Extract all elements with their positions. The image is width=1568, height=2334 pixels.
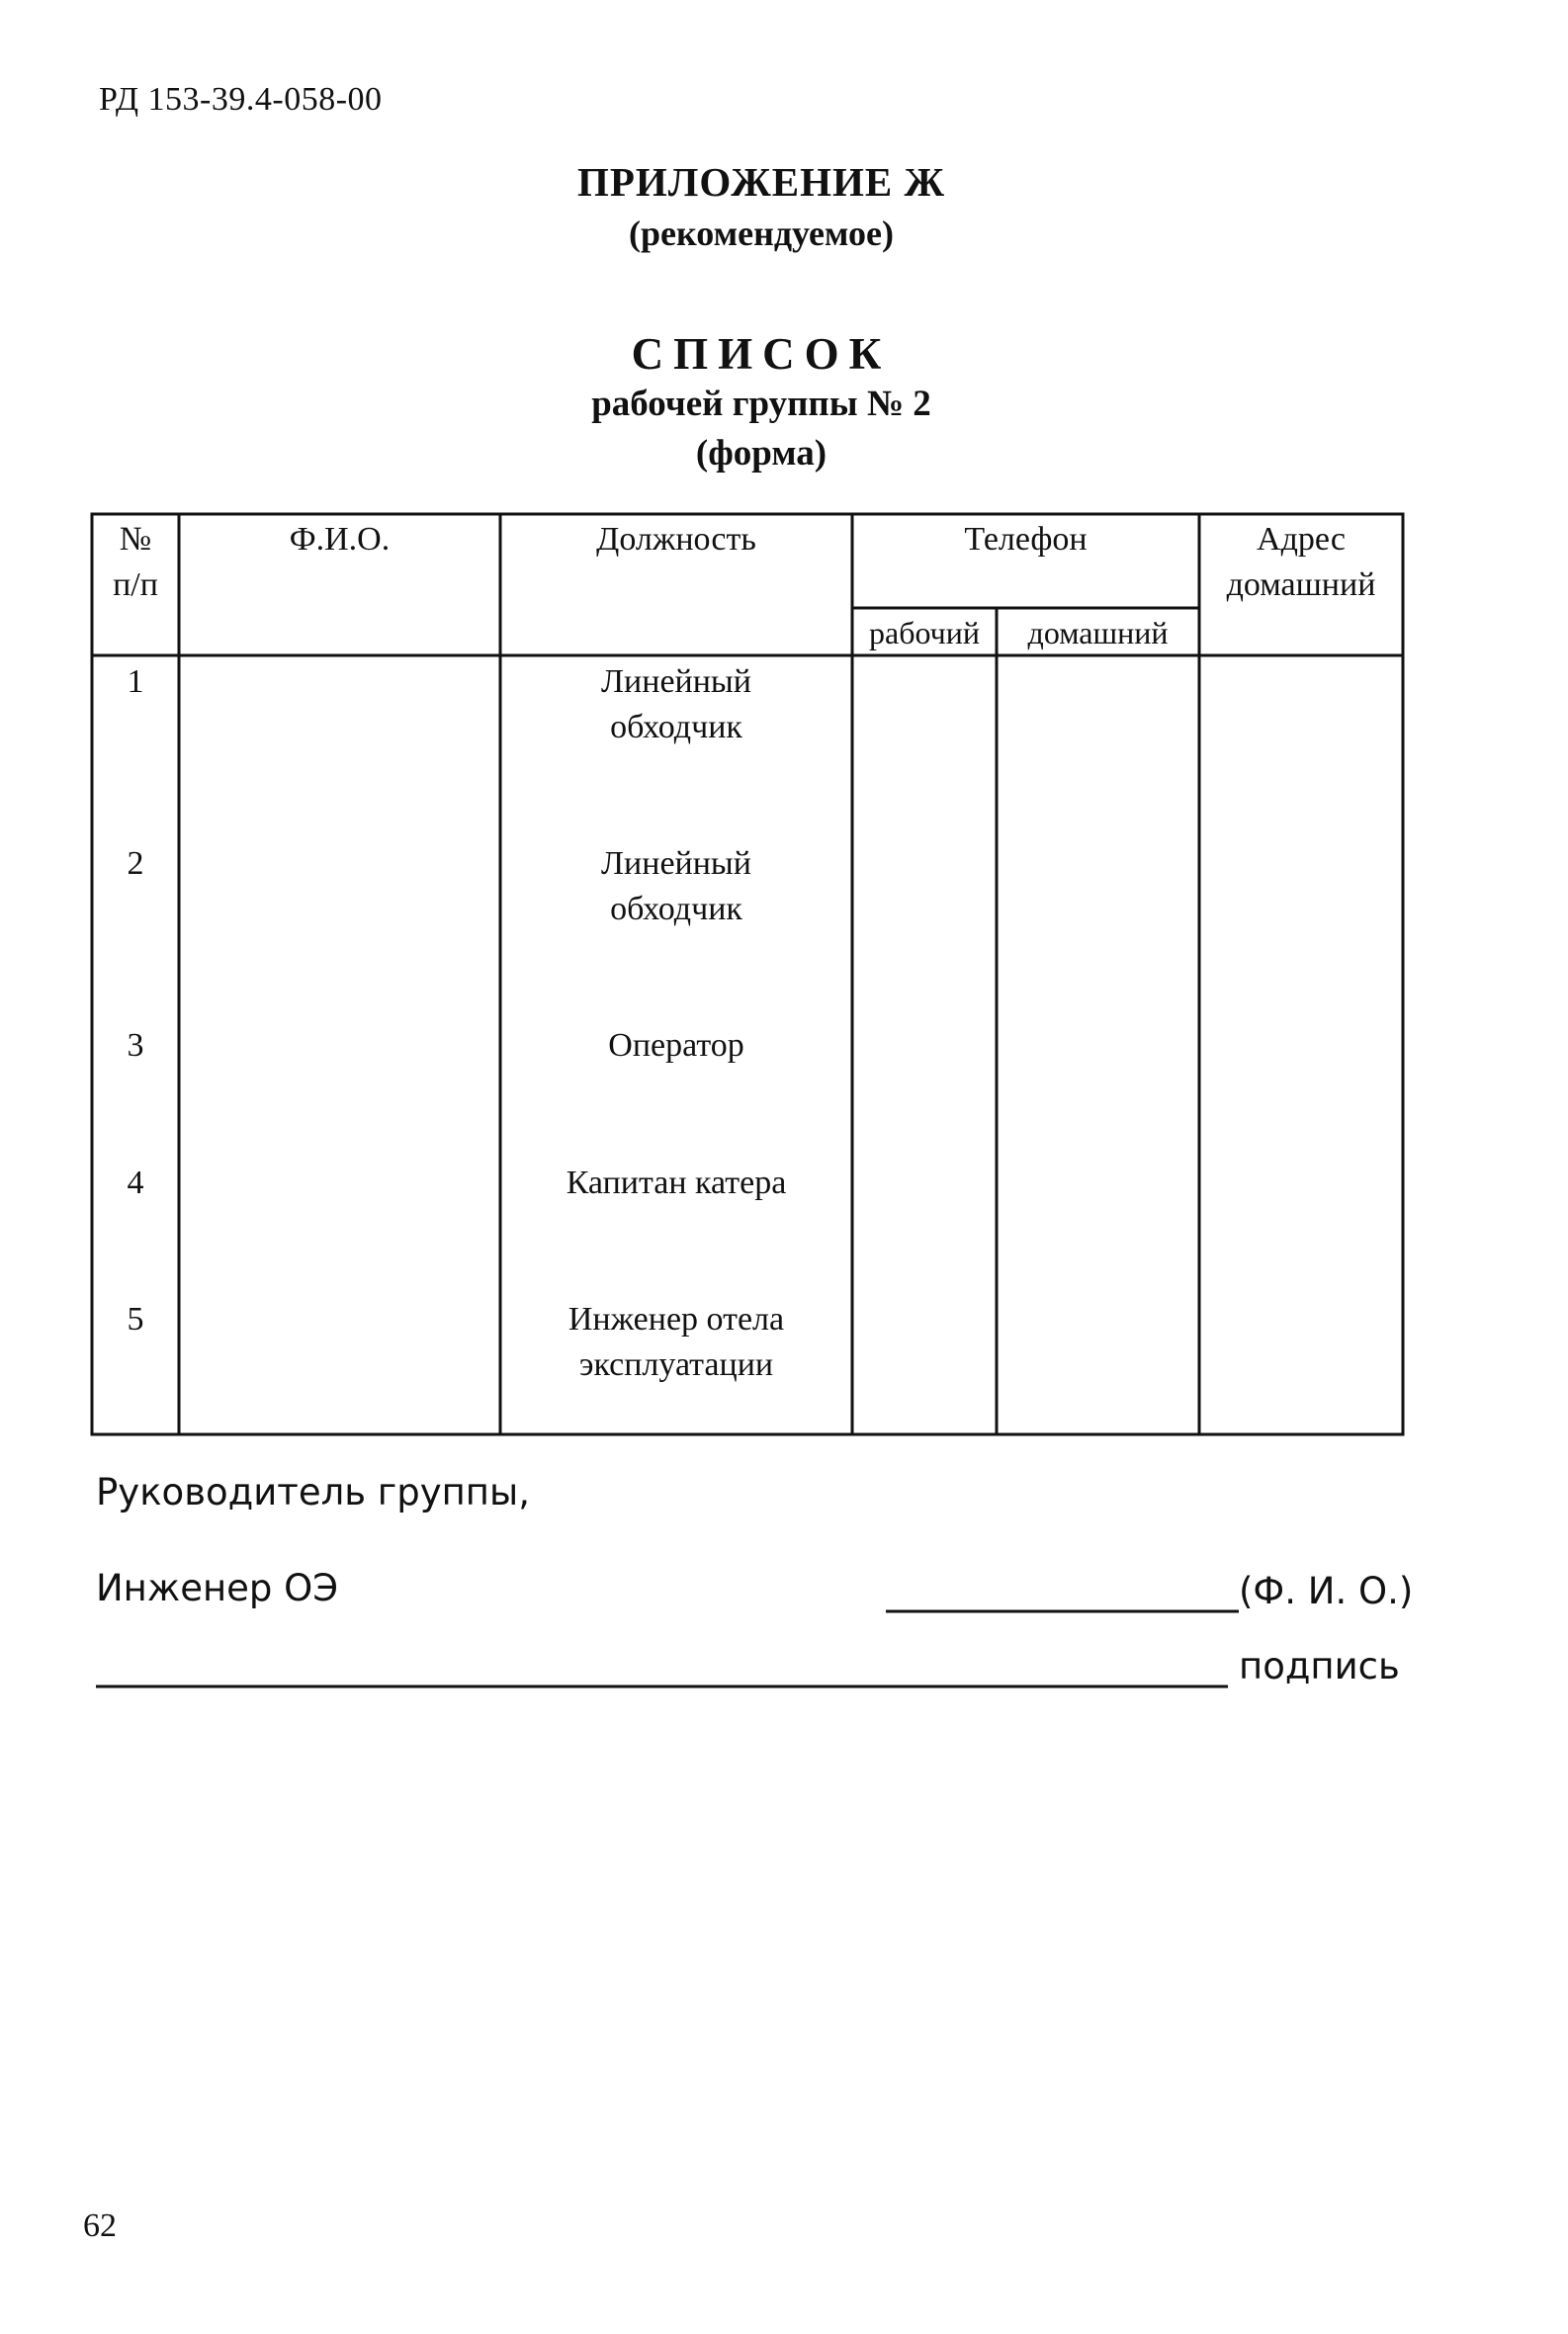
fio-hint: (Ф. И. О.) [1239, 1570, 1414, 1612]
group-leader-label: Руководитель группы, [96, 1471, 530, 1513]
row-3-position: Оператор [608, 1027, 744, 1064]
row-1-num: 1 [127, 663, 144, 700]
header-num-abbr: п/п [113, 566, 158, 603]
row-1-position-line1: Линейный [601, 663, 751, 700]
row-4-position: Капитан катера [566, 1165, 787, 1201]
row-2-position-line1: Линейный [601, 845, 751, 882]
document-code: РД 153-39.4-058-00 [99, 81, 383, 118]
row-5-position-line2: эксплуатации [578, 1346, 774, 1383]
header-phone: Телефон [964, 521, 1088, 558]
row-4-num: 4 [127, 1165, 144, 1201]
header-phone-work: рабочий [869, 615, 980, 650]
header-fio: Ф.И.О. [289, 521, 391, 558]
header-phone-home: домашний [1027, 615, 1169, 650]
row-3-num: 3 [127, 1027, 144, 1064]
row-1-position-line2: обходчик [610, 709, 742, 745]
header-address-line1: Адрес [1257, 521, 1346, 558]
row-2-num: 2 [127, 845, 144, 882]
list-subtitle: рабочей группы № 2 [591, 384, 931, 424]
list-form-label: (форма) [695, 433, 828, 474]
header-position: Должность [596, 521, 756, 558]
row-5-num: 5 [127, 1301, 144, 1338]
list-title: СПИСОК [631, 329, 892, 379]
header-address-line2: домашний [1226, 566, 1376, 603]
engineer-label: Инженер ОЭ [96, 1567, 339, 1609]
page-number: 62 [83, 2207, 117, 2244]
row-2-position-line2: обходчик [610, 891, 742, 927]
appendix-type: (рекомендуемое) [629, 214, 894, 253]
appendix-title: ПРИЛОЖЕНИЕ Ж [576, 159, 946, 205]
signature-hint: подпись [1239, 1645, 1400, 1687]
row-5-position-line1: Инженер отела [567, 1301, 785, 1338]
header-num-symbol: № [119, 521, 152, 558]
